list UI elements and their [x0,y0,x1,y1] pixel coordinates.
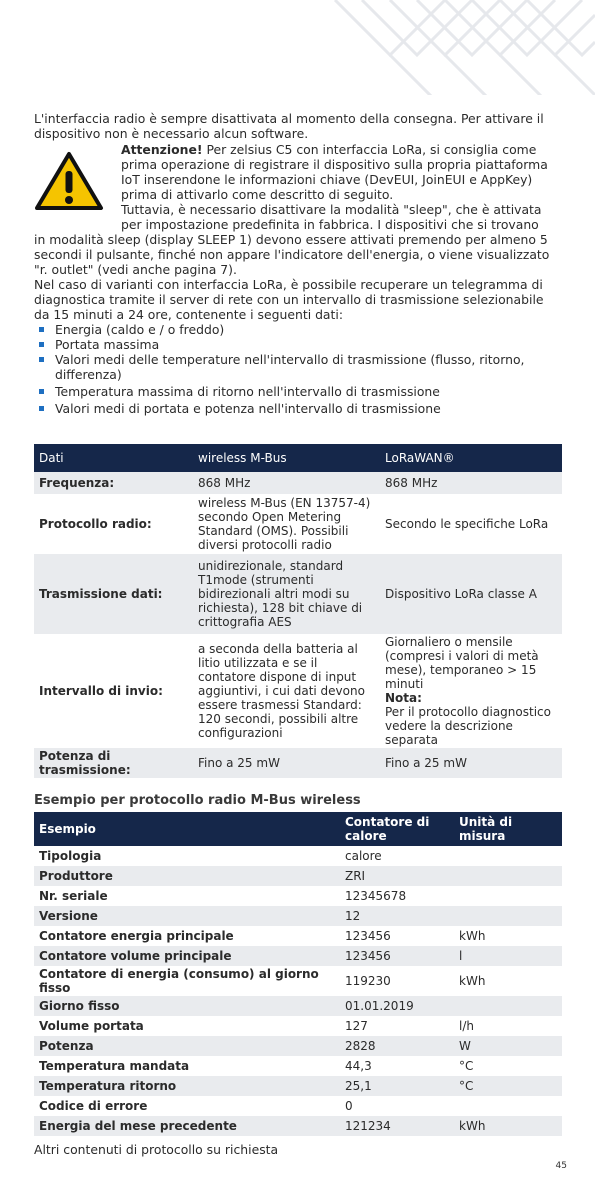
row-unit [454,886,562,906]
row-label: Intervallo di invio: [39,684,163,698]
row-value: 123456 [340,946,454,966]
lora-value-cell [380,634,562,748]
row-value: 119230 [345,974,391,988]
note-text: Per il protocollo diagnostico vedere la descrizione separata [385,705,551,747]
column-header: Contatore di calore [340,812,454,846]
table-row [34,946,562,966]
row-unit: W [454,1036,562,1056]
row-unit: l/h [459,1019,474,1033]
table-row [34,1096,562,1116]
lora-value: 868 MHz [380,472,562,494]
footer-note: Altri contenuti di protocollo su richiesta [34,1142,279,1157]
row-value: 01.01.2019 [340,996,454,1016]
row-unit: °C [454,1076,562,1096]
row-unit [454,866,562,886]
row-label: Volume portata [39,1019,144,1033]
column-header: Esempio [34,812,340,846]
lora-paragraph: Nel caso di varianti con interfaccia LoRa, è possibile recuperare un telegramma di diagnostica tramite il server di rete con un intervallo di trasmissione selezionabile da 15 minuti a 24 ore, contenente i seguenti dati: [34,277,544,322]
table-row [34,1116,562,1136]
table-row [34,748,562,778]
example-title: Esempio per protocollo radio M-Bus wireless [34,793,361,808]
row-value: ZRI [340,866,454,886]
warning-triangle-icon [34,151,104,211]
table-row [34,1076,562,1096]
row-label: Temperatura ritorno [34,1076,340,1096]
table-row [34,1036,562,1056]
mbus-value: a seconda della batteria al litio utilizzata e se il contatore dispone di input aggiuntivi, i cui dati devono essere trasmessi Standard: 120 secondi, possibili altre configurazioni [198,642,365,740]
row-label: Temperatura mandata [39,1059,190,1073]
list-item: Valori medi delle temperature nell'intervallo di trasmissione (flusso, ritorno, differenza) [34,352,562,382]
row-unit [454,846,562,866]
row-label: Potenza di trasmissione: [34,748,193,778]
row-unit: °C [459,1059,474,1073]
mbus-value: unidirezionale, standard T1mode (strumenti bidirezionali altri modi su richiesta), 128 bit chiave di crittografia AES [193,554,380,634]
lora-value: Dispositivo LoRa classe A [380,554,562,634]
row-unit: l [454,946,562,966]
column-header: LoRaWAN® [380,444,562,472]
row-unit: kWh [454,1116,562,1136]
sleep-mode-text: Tuttavia, è necessario disattivare la modalità "sleep", che è attivata per impostazione predefinita in fabbrica. I dispositivi che si trovano [121,202,542,232]
row-label: Potenza [34,1036,340,1056]
table-row [34,886,562,906]
table-row [34,926,562,946]
note-label: Nota: [385,691,422,705]
row-unit: kWh [459,974,486,988]
mbus-value: wireless M-Bus (EN 13757-4) secondo Open Metering Standard (OMS). Possibili diversi protocolli radio [198,496,371,552]
list-item: Energia (caldo e / o freddo) [34,322,562,337]
mbus-value: Fino a 25 mW [193,748,380,778]
row-value: 0 [345,1099,353,1113]
diagnostic-data-list [34,322,562,416]
column-header: Dati [34,444,193,472]
warning-text [121,142,562,202]
lora-value: Fino a 25 mW [380,748,562,778]
row-label: Produttore [34,866,340,886]
row-label: Protocollo radio: [39,517,152,531]
row-unit: kWh [459,929,486,943]
column-header: Unità di misura [454,812,562,846]
table-row [34,996,562,1016]
table-row [34,866,562,886]
sleep-mode-text-continued: in modalità sleep (display SLEEP 1) devono essere attivati premendo per almeno 5 secondi il pulsante, finché non appare l'indicatore dell'energia, o viene visualizzato "r. outlet" (vedi anche pagina 7). [34,232,550,277]
example-table-body [34,846,562,1136]
row-value: 127 [345,1019,368,1033]
table-row [34,634,562,748]
table-row [34,494,562,554]
table-row [34,1016,562,1036]
table-row [34,472,562,494]
table-header-row [34,444,562,472]
row-label: Contatore energia principale [39,929,234,943]
row-value: 2828 [340,1036,454,1056]
row-label: Nr. seriale [39,889,108,903]
row-label: Codice di errore [39,1099,148,1113]
page-content [34,111,562,1157]
lora-value: Secondo le specifiche LoRa [385,517,549,531]
column-header: wireless M-Bus [193,444,380,472]
list-item: Valori medi di portata e potenza nell'intervallo di trasmissione [34,401,562,416]
row-value: 121234 [340,1116,454,1136]
row-label: Giorno fisso [34,996,340,1016]
table-row [34,966,562,996]
row-label: Versione [34,906,340,926]
row-value: 44,3 [345,1059,372,1073]
row-unit [454,996,562,1016]
row-label: Tipologia [39,849,102,863]
list-item: Temperatura massima di ritorno nell'intervallo di trasmissione [34,384,562,399]
decorative-pattern [295,0,595,95]
row-label: Contatore volume principale [34,946,340,966]
radio-specs-table [34,444,562,778]
table-row [34,554,562,634]
row-label: Energia del mese precedente [34,1116,340,1136]
mbus-value: 868 MHz [193,472,380,494]
row-value: calore [345,849,382,863]
warning-label: Attenzione! [121,142,203,157]
row-value: 123456 [345,929,391,943]
row-value: 12345678 [345,889,407,903]
example-table [34,812,562,1136]
row-label: Frequenza: [34,472,193,494]
row-value: 12 [340,906,454,926]
table-row [34,1056,562,1076]
lora-value: Giornaliero o mensile (compresi i valori di metà mese), temporaneo > 15 minuti [385,635,539,691]
table-row [34,906,562,926]
table-header-row [34,812,562,846]
page-number: 45 [555,1161,567,1171]
row-value: 25,1 [340,1076,454,1096]
row-label: Trasmissione dati: [34,554,193,634]
row-label: Contatore di energia (consumo) al giorno fisso [39,967,319,995]
row-unit [454,1096,562,1116]
warning-body: Per zelsius C5 con interfaccia LoRa, si consiglia come prima operazione di registrare il dispositivo sulla propria piattaforma IoT inserendone le informazioni chiave (DevEUI, JoinEUI e AppKey) prima di attivarlo come descritto di seguito. [121,142,548,202]
table-row [34,846,562,866]
list-item: Portata massima [34,337,562,352]
row-unit [454,906,562,926]
intro-paragraph: L'interfaccia radio è sempre disattivata al momento della consegna. Per attivare il dispositivo non è necessario alcun software. [34,111,544,141]
warning-block [34,142,562,277]
